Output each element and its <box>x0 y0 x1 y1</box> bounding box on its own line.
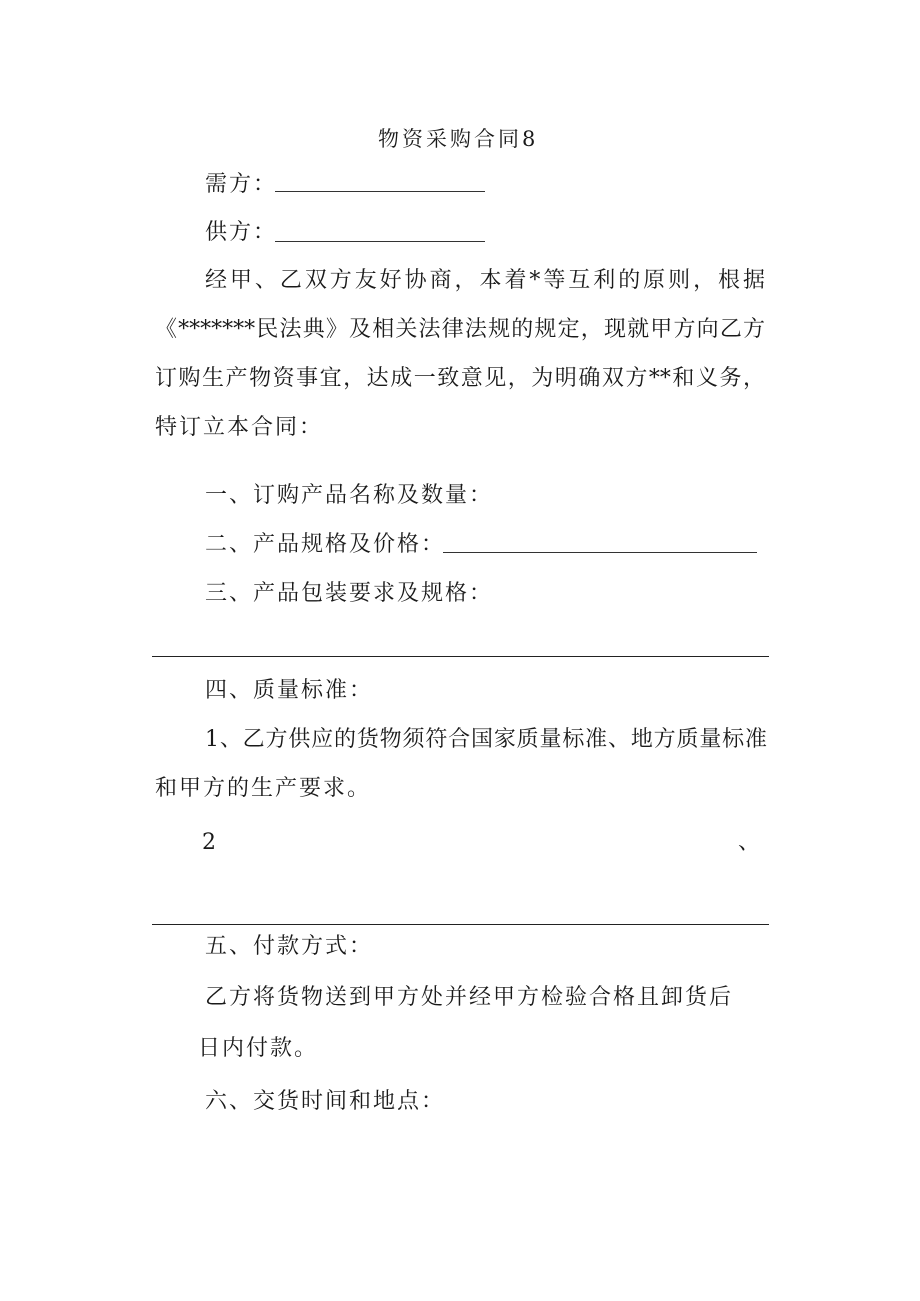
section-4-heading: 四、质量标准： <box>205 678 374 703</box>
supplier-blank-line <box>275 241 485 242</box>
section-5-heading: 五、付款方式： <box>205 934 374 959</box>
section-1-heading: 一、订购产品名称及数量： <box>205 483 494 508</box>
clause-4-1-line-1: 1、乙方供应的货物须符合国家质量标准、地方质量标准 <box>205 727 767 752</box>
section-2-heading: 二、产品规格及价格： <box>205 532 446 557</box>
clause-4-2-fill-line <box>152 924 769 925</box>
payment-line-1: 乙方将货物送到甲方处并经甲方检验合格且卸货后 <box>205 985 734 1010</box>
spec-price-blank-line <box>443 552 757 553</box>
clause-4-2-mark: 、 <box>738 830 763 855</box>
clause-4-1-line-2: 和甲方的生产要求。 <box>155 776 372 801</box>
supplier-label: 供方： <box>205 220 278 245</box>
section-6-heading: 六、交货时间和地点： <box>205 1089 446 1114</box>
intro-line-3: 订购生产物资事宜，达成一致意见，为明确双方**和义务， <box>155 366 765 391</box>
clause-4-2-number: 2 <box>202 830 218 855</box>
buyer-label: 需方： <box>205 172 278 197</box>
intro-line-2: 《*******民法典》及相关法律法规的规定，现就甲方向乙方 <box>155 317 765 342</box>
intro-line-1: 经甲、乙双方友好协商，本着*等互利的原则，根据 <box>205 268 765 293</box>
page-title: 物资采购合同8 <box>378 127 539 151</box>
payment-line-2: 日内付款。 <box>198 1036 319 1061</box>
section-3-heading: 三、产品包装要求及规格： <box>205 581 494 606</box>
packaging-fill-line <box>152 656 769 657</box>
buyer-blank-line <box>275 191 485 192</box>
intro-line-4: 特订立本合同： <box>155 415 324 440</box>
